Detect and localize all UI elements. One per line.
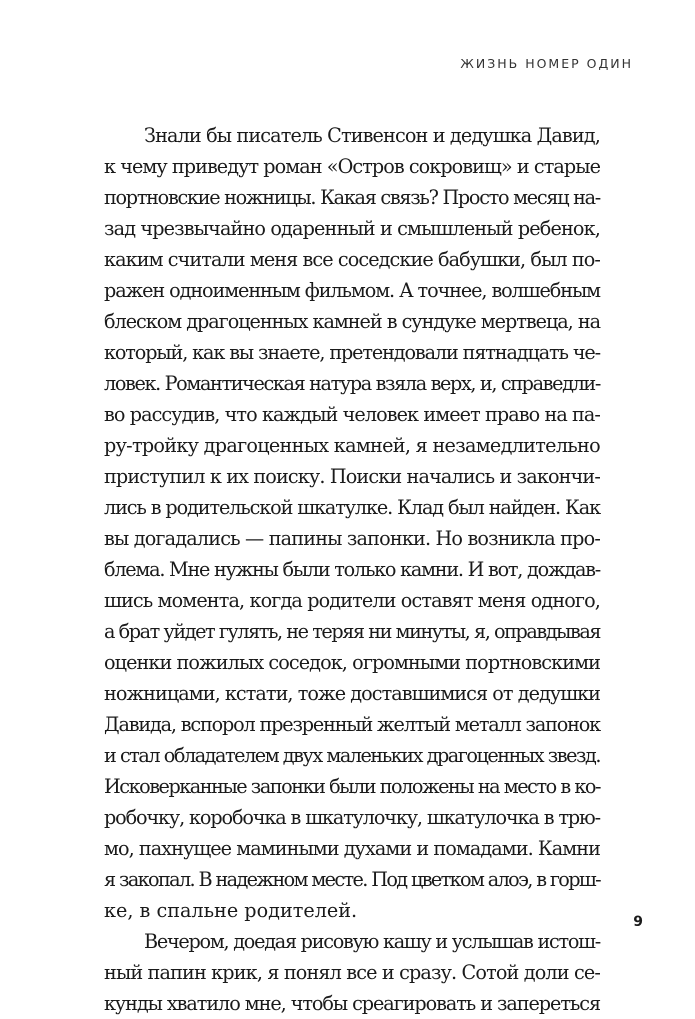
text-line: ке, в спальне родителей. [104,899,358,922]
text-line: к чему приведут роман «Остров сокровищ» и старые [104,155,600,178]
text-line: ловек. Романтическая натура взяла верх, и, справедли- [104,372,600,395]
text-line: робочку, коробочка в шкатулочку, шкатулочка в трю- [104,806,600,829]
text-line: Давида, вспорол презренный желтый металл запонок [104,713,600,736]
text-line: блема. Мне нужны были только камни. И вот, дождав- [104,558,600,581]
text-line: а брат уйдет гулять, не теряя ни минуты, я, оправдывая [104,620,600,643]
text-line: вы догадались — папины запонки. Но возникла про- [104,527,600,550]
text-line: ножницами, кстати, тоже доставшимися от дедушки [104,682,600,705]
text-line: ру-тройку драгоценных камней, я незамедлительно [104,434,600,457]
text-line: я закопал. В надежном месте. Под цветком алоэ, в горш- [104,868,600,891]
text-line: Знали бы писатель Стивенсон и дедушка Давид, [144,124,600,147]
text-line: лись в родительской шкатулке. Клад был найден. Как [104,496,600,519]
body-text [104,120,600,1019]
text-line: кунды хватило мне, чтобы среагировать и запереться [104,992,600,1015]
text-line: каким считали меня все соседские бабушки, был по- [104,248,600,271]
text-line: во рассудив, что каждый человек имеет право на па- [104,403,600,426]
text-line: приступил к их поиску. Поиски начались и закончи- [104,465,600,488]
text-line: мо, пахнущее мамиными духами и помадами. Камни [104,837,600,860]
running-header: ЖИЗНЬ НОМЕР ОДИН [460,56,633,71]
text-line: портновские ножницы. Какая связь? Просто месяц на- [104,186,600,209]
text-line: Исковерканные запонки были положены на место в ко- [104,775,600,798]
page-number: 9 [633,914,643,930]
text-line: ражен одноименным фильмом. А точнее, волшебным [104,279,600,302]
text-line: и стал обладателем двух маленьких драгоценных звезд. [104,744,600,767]
text-line: который, как вы знаете, претендовали пятнадцать че- [104,341,600,364]
text-line: оценки пожилых соседок, огромными портновскими [104,651,600,674]
text-line: Вечером, доедая рисовую кашу и услышав истош- [144,930,600,953]
text-line: ный папин крик, я понял все и сразу. Сотой доли се- [104,961,600,984]
text-line: блеском драгоценных камней в сундуке мертвеца, на [104,310,600,333]
text-line: зад чрезвычайно одаренный и смышленый ребенок, [104,217,600,240]
text-line: шись момента, когда родители оставят меня одного, [104,589,600,612]
